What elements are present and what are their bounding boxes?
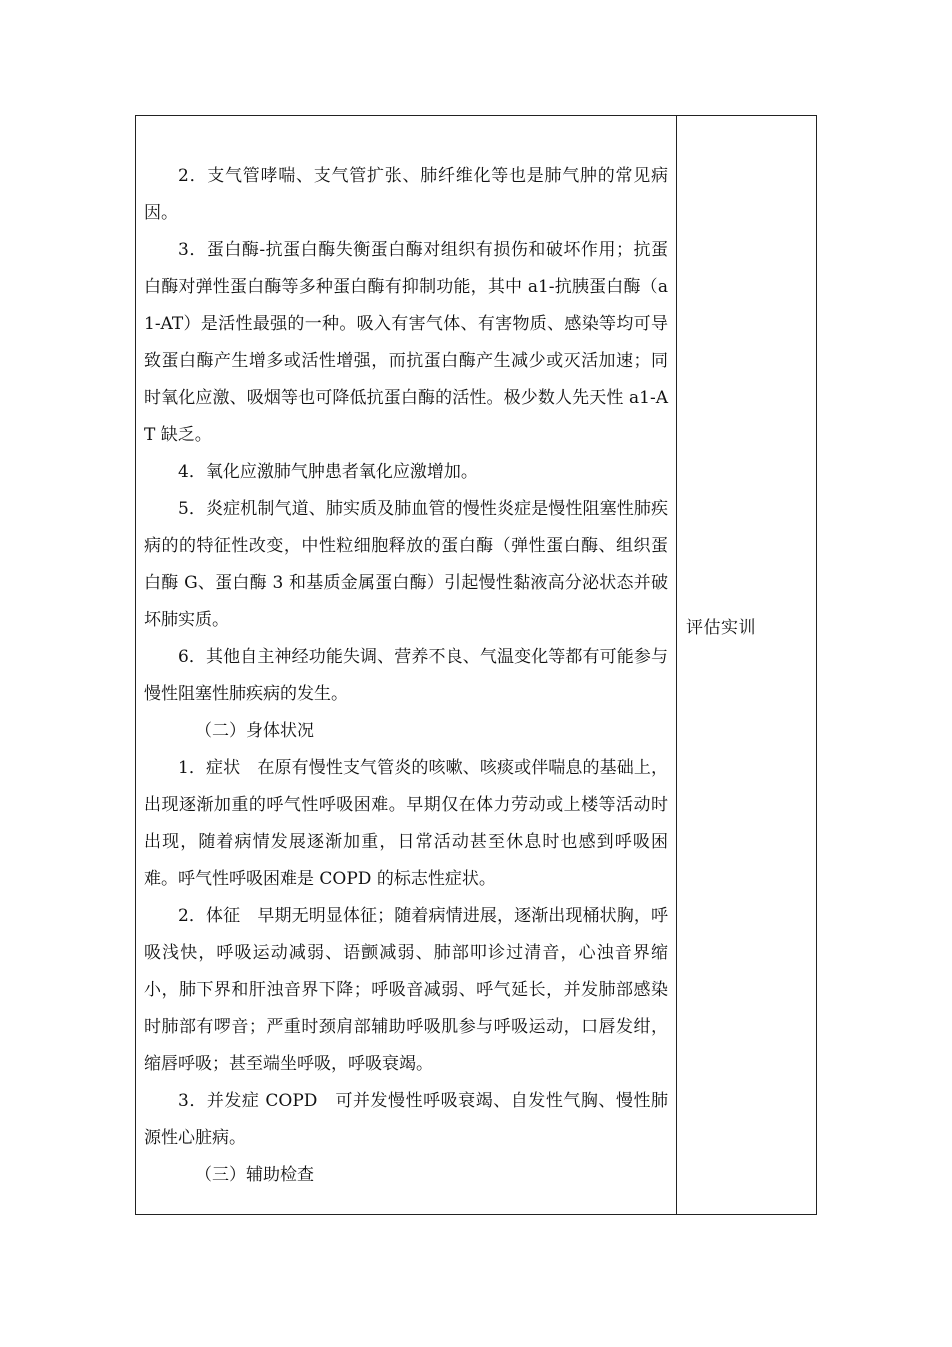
paragraph-symptoms: 1．症状 在原有慢性支气管炎的咳嗽、咳痰或伴喘息的基础上，出现逐渐加重的呼气性呼吸困难。早期仅在体力劳动或上楼等活动时出现，随着病情发展逐渐加重，日常活动甚至休息时也感到呼吸困难。呼气性呼吸困难是 COPD 的标志性症状。 (144, 758, 668, 889)
paragraph-protease-imbalance: 3．蛋白酶-抗蛋白酶失衡蛋白酶对组织有损伤和破坏作用；抗蛋白酶对弹性蛋白酶等多种蛋白酶有抑制功能，其中 a1-抗胰蛋白酶（a1-AT）是活性最强的一种。吸入有害气体、有害物质、感染等均可导致蛋白酶产生增多或活性增强，而抗蛋白酶产生减少或灭活加速；同时氧化应激、吸烟等也可降低抗蛋白酶的活性。极少数人先天性 a1-AT 缺乏。 (144, 240, 668, 445)
paragraph-signs: 2．体征 早期无明显体征；随着病情进展，逐渐出现桶状胸，呼吸浅快，呼吸运动减弱、语颤减弱、肺部叩诊过清音，心浊音界缩小，肺下界和肝浊音界下降；呼吸音减弱、呼气延长，并发肺部感染时肺部有啰音；严重时颈肩部辅助呼吸肌参与呼吸运动，口唇发绀，缩唇呼吸；甚至端坐呼吸，呼吸衰竭。 (144, 906, 668, 1074)
section-heading-physical-condition: （二）身体状况 (195, 721, 314, 741)
paragraph-bronchial-causes: 2．支气管哮喘、支气管扩张、肺纤维化等也是肺气肿的常见病因。 (144, 166, 668, 223)
paragraph-complications: 3．并发症 COPD 可并发慢性呼吸衰竭、自发性气胸、慢性肺源性心脏病。 (144, 1091, 668, 1148)
paragraph-oxidative-stress: 4．氧化应激肺气肿患者氧化应激增加。 (178, 462, 478, 482)
side-label: 评估实训 (686, 618, 756, 638)
paragraph-other-factors: 6．其他自主神经功能失调、营养不良、气温变化等都有可能参与慢性阻塞性肺疾病的发生。 (144, 647, 668, 704)
paragraph-inflammation: 5．炎症机制气道、肺实质及肺血管的慢性炎症是慢性阻塞性肺疾病的的特征性改变，中性粒细胞释放的蛋白酶（弹性蛋白酶、组织蛋白酶 G、蛋白酶 3 和基质金属蛋白酶）引起慢性黏液高分泌状态并破坏肺实质。 (144, 499, 668, 630)
content-table (135, 115, 817, 1215)
section-heading-auxiliary-exam: （三）辅助检查 (195, 1165, 314, 1185)
main-text-cell (136, 116, 677, 1214)
side-cell (677, 116, 816, 1214)
